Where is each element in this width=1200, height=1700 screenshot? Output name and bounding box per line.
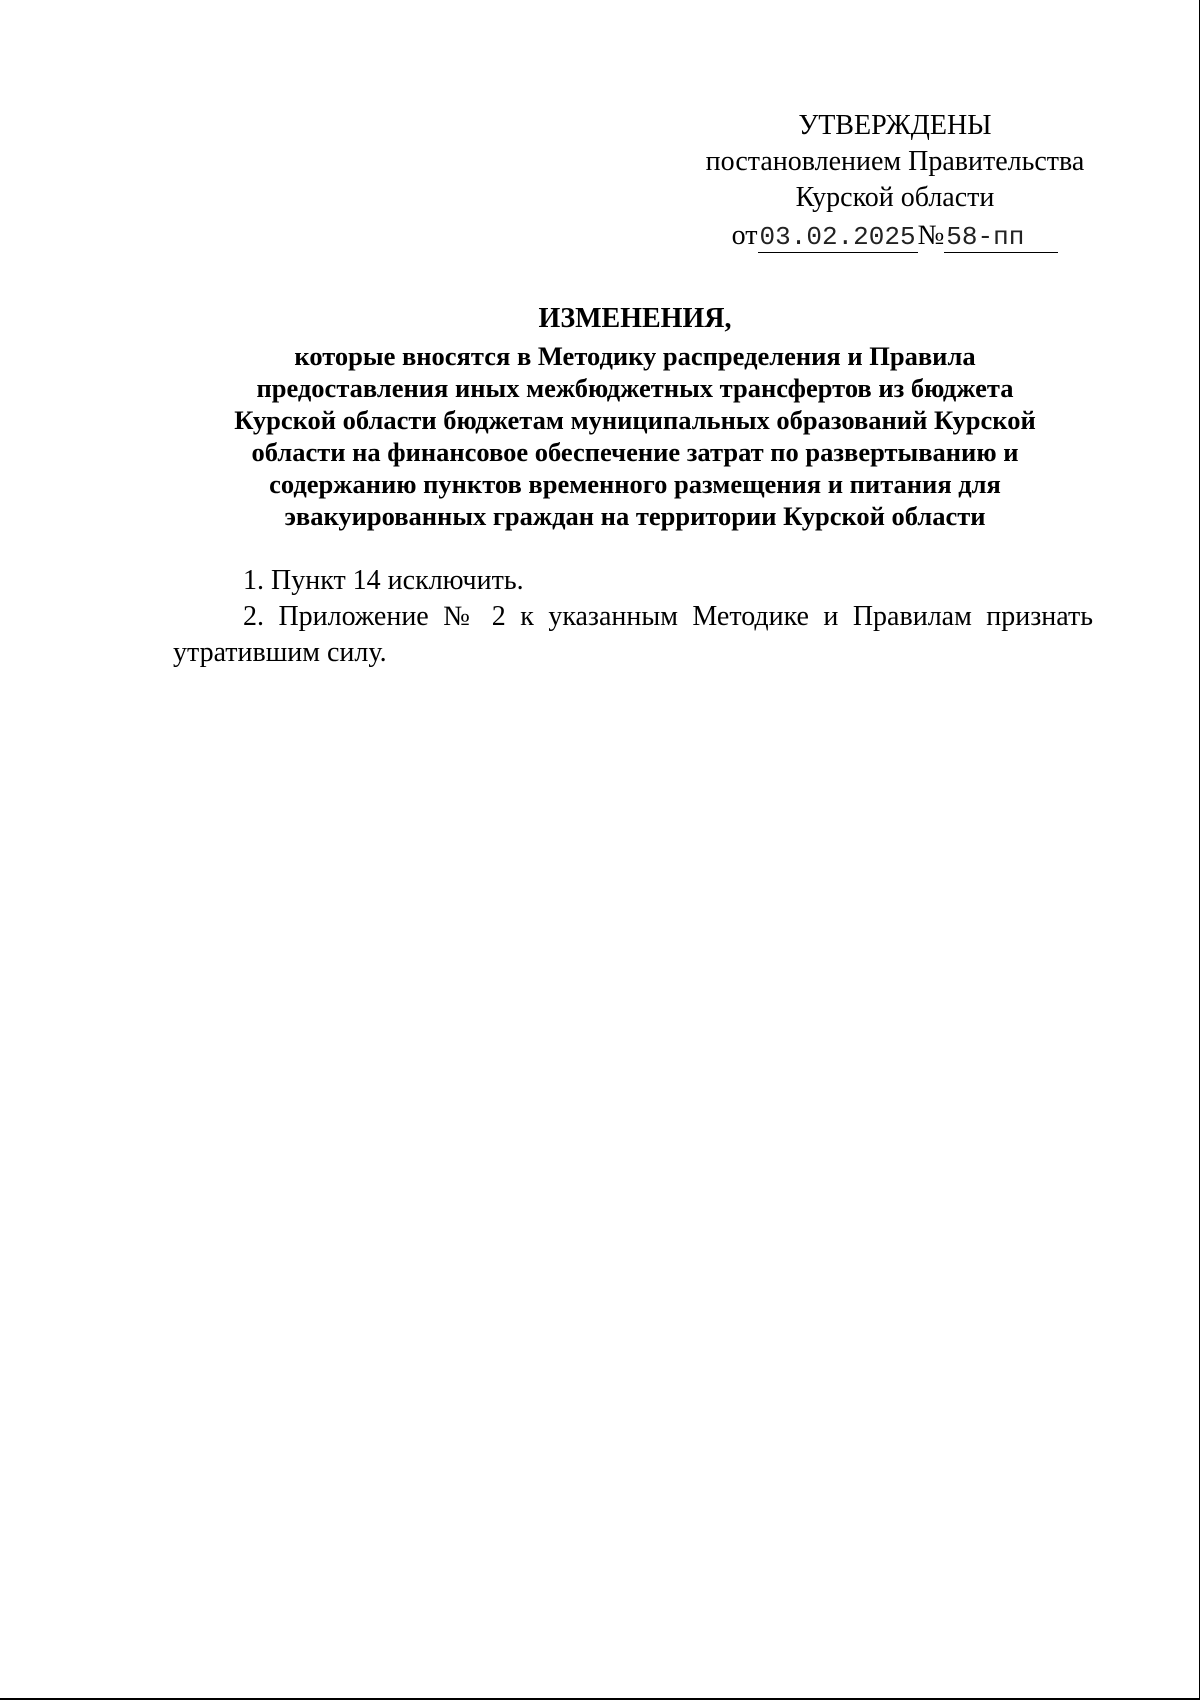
title-line: области на финансовое обеспечение затрат по развертыванию и: [251, 437, 1019, 467]
title-line: предоставления иных межбюджетных трансфертов из бюджета: [256, 373, 1014, 403]
date-prefix: от: [731, 220, 758, 251]
approval-number: 58-пп: [944, 222, 1058, 253]
approval-heading: УТВЕРЖДЕНЫ: [798, 110, 992, 141]
item-2: 2. Приложение № 2 к указанным Методике и Правилам признать утратившим силу.: [173, 601, 1093, 668]
title-line: содержанию пунктов временного размещения и питания для: [269, 469, 1001, 499]
document-body: [173, 563, 1093, 671]
approval-date-line: [600, 218, 1190, 254]
document-title: [150, 303, 1120, 532]
approval-date: 03.02.2025: [759, 222, 916, 252]
title-line: эвакуированных граждан на территории Курской области: [284, 501, 986, 531]
title-line: которые вносятся в Методику распределения и Правила: [294, 341, 976, 371]
number-sign: №: [917, 220, 945, 251]
approval-region: Курской области: [795, 182, 995, 213]
approval-stamp-block: [600, 108, 1190, 254]
title-heading: ИЗМЕНЕНИЯ,: [538, 303, 732, 334]
approval-authority: постановлением Правительства: [705, 146, 1085, 177]
item-1: 1. Пункт 14 исключить.: [243, 565, 524, 596]
title-line: Курской области бюджетам муниципальных образований Курской: [234, 405, 1036, 435]
